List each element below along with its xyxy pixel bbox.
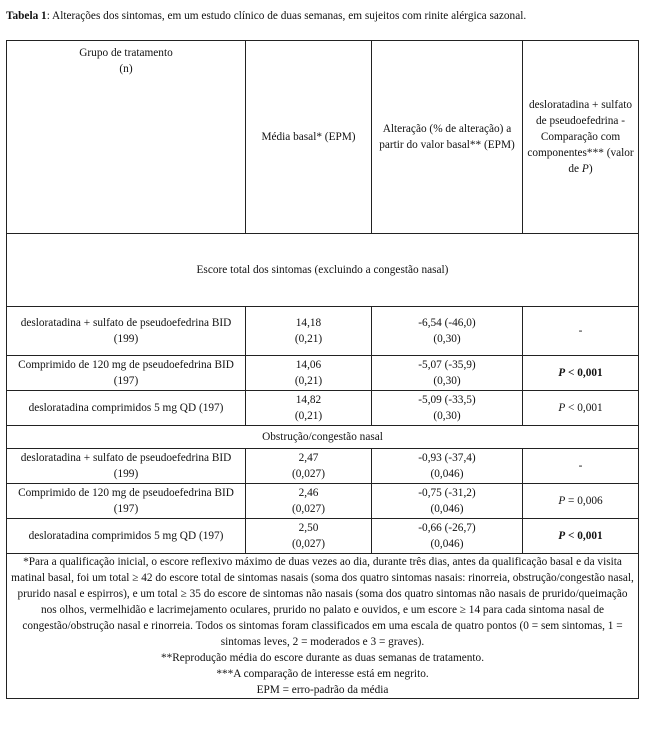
p-value: < 0,001 xyxy=(565,530,603,542)
change-epm: (0,046) xyxy=(430,503,464,515)
group-cell: desloratadina comprimidos 5 mg QD (197) xyxy=(7,391,246,426)
group-cell: desloratadina + sulfato de pseudoefedrina BID (199) xyxy=(7,449,246,484)
footnote-2: **Reprodução média do escore durante as duas semanas de tratamento. xyxy=(160,652,485,664)
p-cell xyxy=(523,484,639,519)
basal-cell xyxy=(246,449,372,484)
p-value: = 0,006 xyxy=(565,495,603,507)
caption-label: Tabela 1 xyxy=(6,10,47,22)
change-cell xyxy=(372,391,523,426)
header-compare-p: P xyxy=(581,163,589,175)
p-symbol: P xyxy=(558,367,566,379)
footnotes xyxy=(7,554,639,699)
basal-epm: (0,21) xyxy=(294,375,323,387)
change-cell xyxy=(372,356,523,391)
change-cell xyxy=(372,307,523,356)
p-cell xyxy=(523,519,639,554)
change-cell xyxy=(372,519,523,554)
basal-cell xyxy=(246,484,372,519)
p-cell: - xyxy=(523,307,639,356)
group-cell: desloratadina comprimidos 5 mg QD (197) xyxy=(7,519,246,554)
basal-epm: (0,027) xyxy=(292,538,325,550)
table-row xyxy=(7,391,639,426)
basal-epm: (0,21) xyxy=(294,333,323,345)
group-cell: desloratadina + sulfato de pseudoefedrina BID (199) xyxy=(7,307,246,356)
change-value: -0,66 (-26,7) xyxy=(418,522,476,534)
p-symbol: P xyxy=(558,530,566,542)
header-group-label: Grupo de tratamento xyxy=(79,47,173,59)
change-value: -5,09 (-33,5) xyxy=(418,394,476,406)
p-symbol: P xyxy=(558,495,566,507)
header-basal: Média basal* (EPM) xyxy=(246,41,372,234)
change-value: -5,07 (-35,9) xyxy=(418,359,476,371)
change-epm: (0,046) xyxy=(430,538,464,550)
section-row xyxy=(7,234,639,307)
basal-value: 14,06 xyxy=(295,359,322,371)
change-value: -0,93 (-37,4) xyxy=(418,452,476,464)
footnote-3: ***A comparação de interesse está em negrito. xyxy=(216,668,429,680)
change-epm: (0,30) xyxy=(433,333,461,345)
p-value: < 0,001 xyxy=(565,367,603,379)
section-title: Escore total dos sintomas (excluindo a congestão nasal) xyxy=(7,234,639,307)
table-caption xyxy=(6,8,526,24)
change-value: -0,75 (-31,2) xyxy=(418,487,476,499)
basal-cell xyxy=(246,356,372,391)
basal-cell xyxy=(246,307,372,356)
change-cell xyxy=(372,449,523,484)
basal-value: 14,82 xyxy=(295,394,322,406)
basal-value: 2,47 xyxy=(298,452,319,464)
caption-text: : Alterações dos sintomas, em um estudo clínico de duas semanas, em sujeitos com rinite alérgica sazonal. xyxy=(46,10,527,22)
change-cell xyxy=(372,484,523,519)
header-row xyxy=(7,41,639,234)
header-group-n: (n) xyxy=(119,63,133,75)
footnote-row xyxy=(7,554,639,699)
header-compare-end: ) xyxy=(588,163,593,175)
basal-value: 2,46 xyxy=(298,487,319,499)
basal-value: 14,18 xyxy=(295,317,322,329)
group-cell: Comprimido de 120 mg de pseudoefedrina BID (197) xyxy=(7,356,246,391)
p-symbol: P xyxy=(558,402,566,414)
p-cell: - xyxy=(523,449,639,484)
footnote-4: EPM = erro-padrão da média xyxy=(256,684,389,696)
change-epm: (0,30) xyxy=(433,375,461,387)
basal-value: 2,50 xyxy=(298,522,319,534)
p-value: < 0,001 xyxy=(565,402,603,414)
table-row xyxy=(7,449,639,484)
header-compare xyxy=(523,41,639,234)
header-compare-text: desloratadina + sulfato de pseudoefedrina - Comparação com componentes*** (valor de xyxy=(527,99,634,175)
p-cell xyxy=(523,391,639,426)
header-group xyxy=(7,41,246,234)
basal-epm: (0,027) xyxy=(292,503,325,515)
group-cell: Comprimido de 120 mg de pseudoefedrina BID (197) xyxy=(7,484,246,519)
header-change: Alteração (% de alteração) a partir do valor basal** (EPM) xyxy=(372,41,523,234)
basal-cell xyxy=(246,519,372,554)
results-table xyxy=(6,40,639,699)
change-value: -6,54 (-46,0) xyxy=(418,317,476,329)
basal-epm: (0,027) xyxy=(292,468,325,480)
change-epm: (0,30) xyxy=(433,410,461,422)
basal-cell xyxy=(246,391,372,426)
table-row xyxy=(7,307,639,356)
footnote-1: *Para a qualificação inicial, o escore reflexivo máximo de duas vezes ao dia, durante três dias, antes da qualificação basal e da visita matinal basal, foi um total ≥ 42 do escore total de sintomas nasais (soma dos quatro sintomas nasais: rinorreia, obstrução/congestão nasal, prurido nasal e espirros), e um total ≥ 35 do escore de sintomas não nasais (soma dos quatro sintomas não nasais de prurido/queimação nos olhos, vermelhidão e lacrimejamento oculares, prurido no palato e ouvidos, e um escore ≥ 14 para cada sintoma nasal de congestão/obstrução nasal e rinorreia. Todos os sintomas foram classificados em uma escala de quatro pontos (0 = sem sintomas, 1 = sintomas leves, 2 = moderados e 3 = graves). xyxy=(11,556,634,648)
basal-epm: (0,21) xyxy=(294,410,323,422)
section-row xyxy=(7,426,639,449)
change-epm: (0,046) xyxy=(430,468,464,480)
p-cell xyxy=(523,356,639,391)
table-row xyxy=(7,519,639,554)
table-row xyxy=(7,484,639,519)
table-row xyxy=(7,356,639,391)
section-title: Obstrução/congestão nasal xyxy=(7,426,639,449)
